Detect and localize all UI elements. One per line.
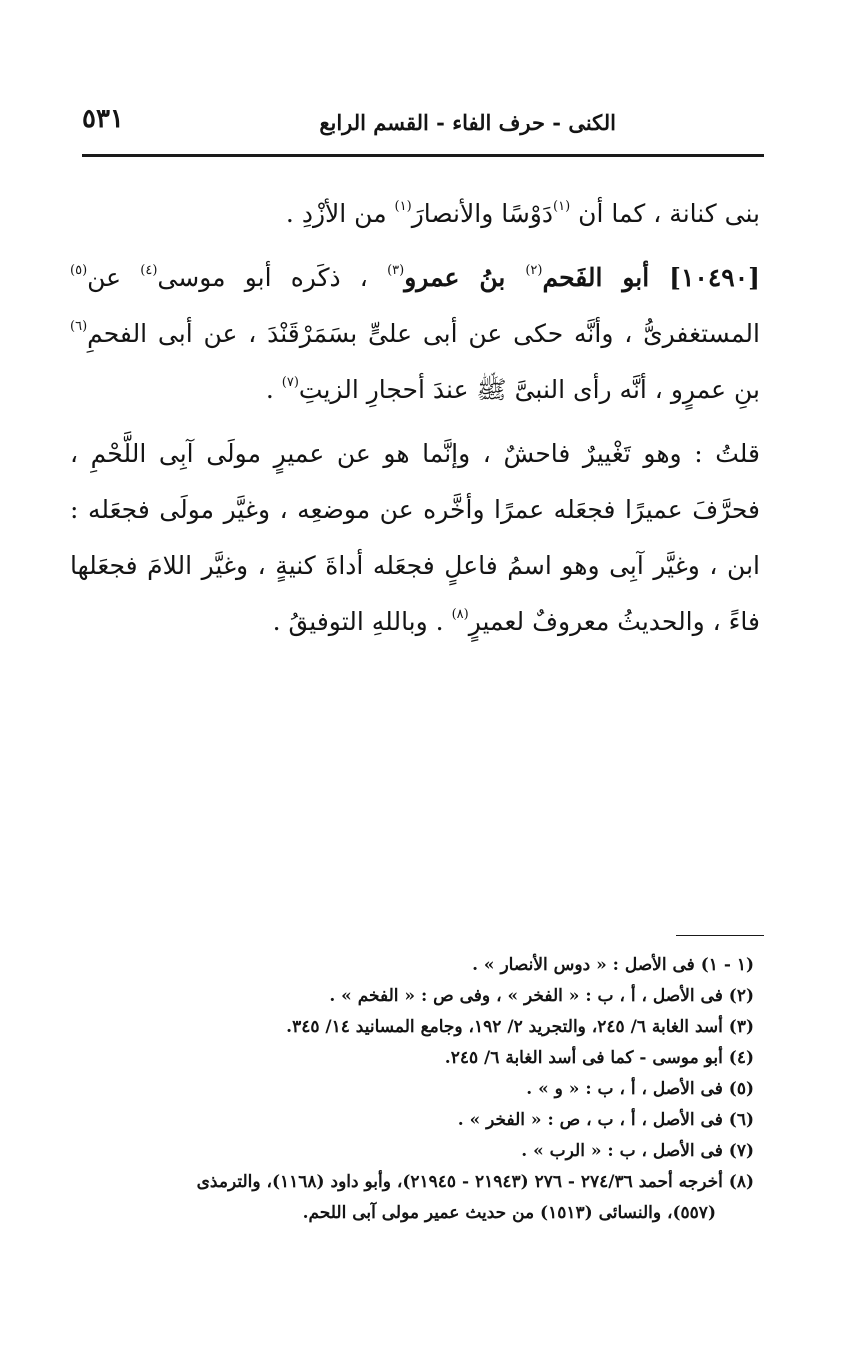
footnote: (٨) أخرجه أحمد ٢٧٤/٣٦ - ٢٧٦ (٢١٩٤٣ - ٢١٩٤٥)، وأبو داود (١١٦٨)، والترمذى	[196, 1172, 754, 1192]
footnote-separator	[676, 935, 764, 936]
footnote-marker: (٦)	[70, 319, 88, 334]
footnote: (٦) فى الأصل ، أ ، ب ، ص : « الفخر » .	[457, 1110, 754, 1130]
main-text	[70, 186, 760, 650]
footnote: (١ - ١) فى الأصل : « دوس الأنصار » .	[472, 955, 754, 975]
footnote-marker: (٤)	[140, 263, 158, 278]
footnote: (٣) أسد الغابة ٦/ ٢٤٥، والتجريد ٢/ ١٩٢، وجامع المسانيد ١٤/ ٣٤٥.	[286, 1017, 754, 1037]
entry-number: [١٠٤٩٠]	[669, 263, 760, 292]
footnote-marker: (١)	[394, 199, 412, 214]
entry-name-patronym: بنُ عمرو	[404, 263, 526, 292]
footnote-marker: (٨)	[451, 607, 469, 622]
header-rule	[82, 154, 764, 157]
running-title: الكنى - حرف الفاء - القسم الرابع	[319, 110, 616, 135]
footnote-continuation: (٥٥٧)، والنسائى (١٥١٣) من حديث عمير مولى آبى اللحم.	[302, 1203, 716, 1223]
paragraph-continuation: بنى كنانة ، كما أن $^{(١)}$دَوْسًا والأنصارَ$^{(١)}$ من الأزْدِ .	[285, 199, 760, 228]
footnote: (٤) أبو موسى - كما فى أسد الغابة ٦/ ٢٤٥.	[444, 1048, 754, 1068]
footnote: (٧) فى الأصل ، ب : « الرب » .	[521, 1141, 754, 1161]
footnote: (٢) فى الأصل ، أ ، ب : « الفخر » ، وفى ص : « الفخم » .	[329, 986, 754, 1006]
footnote-marker: (٣)	[387, 263, 405, 278]
footnote-marker: (٢)	[525, 263, 543, 278]
footnote-marker: (١)	[553, 199, 571, 214]
entry-paragraph: [١٠٤٩٠] أبو الفَحم$^{(٢)}$ بنُ عمرو$^{(٣)}$ ، ذكَره أبو موسى$^{(٤)}$ عن$^{(٥)}$ المستغفرىُّ ، وأنَّه حكى عن أبى علىٍّ بسَمَرْقَنْدَ ، عن أبى الفحمِ$^{(٦)}$ بنِ عمرٍو ، أنَّه رأى النبىَّ ﷺ عندَ أحجارِ الزيتِ$^{(٧)}$ .	[70, 263, 760, 404]
footnote-marker: (٧)	[281, 375, 299, 390]
footnote-marker: (٥)	[70, 263, 88, 278]
entry-name: أبو الفَحم	[542, 263, 670, 292]
page-header	[82, 104, 766, 144]
footnote: (٥) فى الأصل ، أ ، ب : « و » .	[526, 1079, 754, 1099]
commentary-paragraph: قلتُ : وهو تَغْييرٌ فاحشٌ ، وإنَّما هو عن عميرٍ مولَى آبِى اللَّحْمِ ، فحرَّفَ عميرًا فجعَله عمرًا وأخَّره عن موضعِه ، وغيَّر مولَى فجعَله : ابن ، وغيَّر آبِى وهو اسمُ فاعلٍ فجعَله أداةَ كنيةٍ ، وغيَّر اللامَ فجعَلها فاءً ، والحديثُ معروفٌ لعميرٍ$^{(٨)}$ . وباللهِ التوفيقُ .	[70, 439, 760, 636]
footnotes	[64, 950, 754, 1229]
page-number: ٥٣١	[82, 104, 124, 134]
